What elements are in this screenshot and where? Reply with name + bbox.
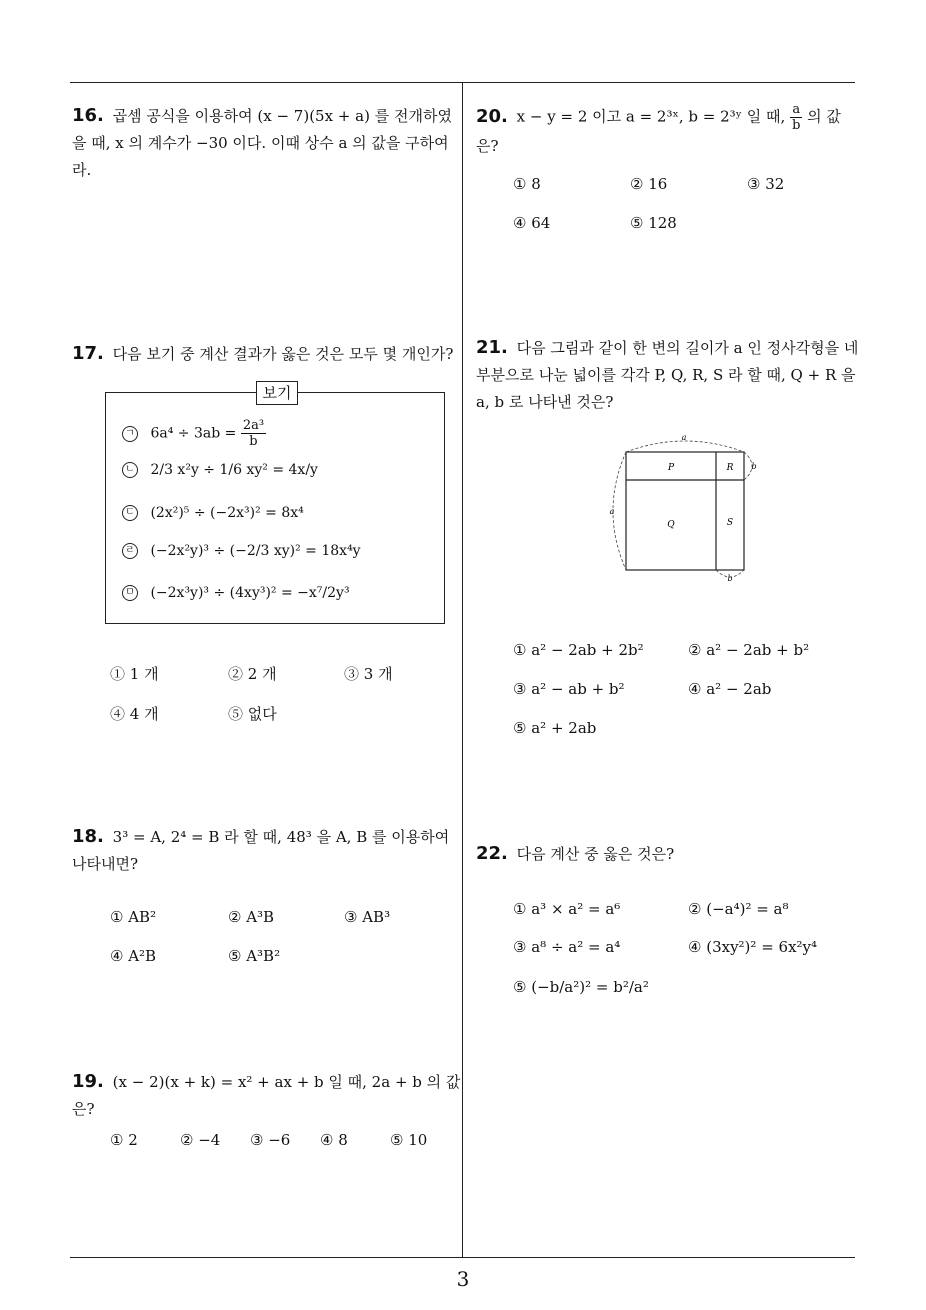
- question-text: 곱셈 공식을 이용하여 (x − 7)(5x + a) 를 전개하였을 때, x 의 계수가 −30 이다. 이때 상수 a 의 값을 구하여라.: [72, 107, 452, 179]
- question-text: (x − 2)(x + k) = x² + ax + b 일 때, 2a + b 의 값은?: [72, 1073, 461, 1118]
- option-1[interactable]: ① a² − 2ab + 2b²: [513, 641, 644, 659]
- bottom-rule: [70, 1257, 855, 1258]
- question-number: 18.: [72, 826, 104, 847]
- item-expr: 6a⁴ ÷ 3ab =: [150, 425, 237, 442]
- option-2[interactable]: ② −4: [180, 1131, 221, 1149]
- question-19: [72, 1068, 462, 1123]
- item-mark: ㅁ: [122, 585, 138, 601]
- bogi-item-2: [122, 462, 318, 478]
- option-4[interactable]: ④ A²B: [110, 947, 157, 965]
- option-2[interactable]: ② 2 개: [228, 665, 277, 683]
- option-1[interactable]: ① AB²: [110, 908, 157, 926]
- option-4[interactable]: ④ 64: [513, 214, 551, 232]
- question-21: [476, 334, 861, 416]
- option-2[interactable]: ② (−a⁴)² = a⁸: [688, 900, 789, 918]
- option-1[interactable]: ① 2: [110, 1131, 138, 1149]
- option-5[interactable]: ⑤ A³B²: [228, 947, 281, 965]
- fraction: $\frac{a}{b}$: [792, 102, 801, 133]
- option-5[interactable]: ⑤ 128: [630, 214, 677, 232]
- bogi-item-3: [122, 505, 304, 521]
- option-4[interactable]: ④ 8: [320, 1131, 348, 1149]
- question-16: [72, 102, 457, 184]
- option-2[interactable]: ② 16: [630, 175, 668, 193]
- question-text: 다음 보기 중 계산 결과가 옳은 것은 모두 몇 개인가?: [112, 345, 454, 363]
- bogi-item-4: [122, 543, 361, 559]
- option-1[interactable]: ① 1 개: [110, 665, 159, 683]
- option-5[interactable]: ⑤ (−b/a²)² = b²/a²: [513, 978, 649, 996]
- item-mark: ㄹ: [122, 543, 138, 559]
- label-a-left: a: [609, 507, 615, 516]
- option-1[interactable]: ① 8: [513, 175, 541, 193]
- option-5[interactable]: ⑤ 10: [390, 1131, 428, 1149]
- question-number: 21.: [476, 337, 508, 358]
- option-5[interactable]: ⑤ 없다: [228, 705, 277, 723]
- item-mark: ㄱ: [122, 426, 138, 442]
- item-expr: (−2x³y)³ ÷ (4xy³)² = −x⁷/2y³: [150, 585, 350, 601]
- item-expr: (−2x²y)³ ÷ (−2/3 xy)² = 18x⁴y: [150, 543, 361, 559]
- question-number: 20.: [476, 105, 508, 127]
- option-1[interactable]: ① a³ × a² = a⁶: [513, 900, 621, 918]
- question-text: 다음 계산 중 옳은 것은?: [516, 845, 675, 863]
- bogi-label: 보기: [256, 381, 298, 405]
- question-text: 3³ = A, 2⁴ = B 라 할 때, 48³ 을 A, B 를 이용하여 나타내면?: [72, 828, 450, 873]
- fraction: $\frac{\text{2a³}}{b}$: [242, 418, 265, 449]
- label-P: P: [667, 463, 675, 473]
- bogi-item-1: [122, 418, 266, 449]
- label-b-bottom: b: [727, 574, 733, 583]
- label-b-right: b: [751, 462, 757, 471]
- column-divider: [462, 82, 463, 1257]
- square-figure: [600, 430, 770, 590]
- label-R: R: [726, 463, 734, 473]
- question-20: [476, 102, 861, 160]
- question-number: 16.: [72, 105, 104, 126]
- label-Q: Q: [667, 520, 675, 530]
- label-a-top: a: [681, 433, 687, 442]
- option-3[interactable]: ③ a² − ab + b²: [513, 680, 625, 698]
- question-17: [72, 340, 462, 368]
- option-2[interactable]: ② a² − 2ab + b²: [688, 641, 810, 659]
- item-expr: (2x²)⁵ ÷ (−2x³)² = 8x⁴: [150, 505, 304, 521]
- label-S: S: [726, 518, 734, 528]
- item-expr: 2/3 x²y ÷ 1/6 xy² = 4x/y: [150, 462, 318, 478]
- question-text-post: 의 값은?: [476, 107, 841, 155]
- question-22: [476, 840, 861, 868]
- question-18: [72, 823, 462, 878]
- option-4[interactable]: ④ 4 개: [110, 705, 159, 723]
- page-number: 3: [456, 1267, 470, 1291]
- option-3[interactable]: ③ a⁸ ÷ a² = a⁴: [513, 938, 621, 956]
- bogi-item-5: [122, 585, 350, 601]
- option-3[interactable]: ③ 32: [747, 175, 785, 193]
- question-number: 22.: [476, 843, 508, 864]
- option-3[interactable]: ③ 3 개: [344, 665, 393, 683]
- question-text-pre: x − y = 2 이고 a = 2³ˣ, b = 2³ʸ 일 때,: [516, 107, 786, 126]
- option-3[interactable]: ③ −6: [250, 1131, 291, 1149]
- question-number: 19.: [72, 1071, 104, 1092]
- option-4[interactable]: ④ (3xy²)² = 6x²y⁴: [688, 938, 818, 956]
- option-3[interactable]: ③ AB³: [344, 908, 391, 926]
- option-5[interactable]: ⑤ a² + 2ab: [513, 719, 597, 737]
- option-4[interactable]: ④ a² − 2ab: [688, 680, 772, 698]
- option-2[interactable]: ② A³B: [228, 908, 275, 926]
- question-text: 다음 그림과 같이 한 변의 길이가 a 인 정사각형을 네 부분으로 나눈 넓이를 각각 P, Q, R, S 라 할 때, Q + R 을 a, b 로 나타낸 것은?: [476, 339, 859, 411]
- item-mark: ㄷ: [122, 505, 138, 521]
- item-mark: ㄴ: [122, 462, 138, 478]
- question-number: 17.: [72, 343, 104, 364]
